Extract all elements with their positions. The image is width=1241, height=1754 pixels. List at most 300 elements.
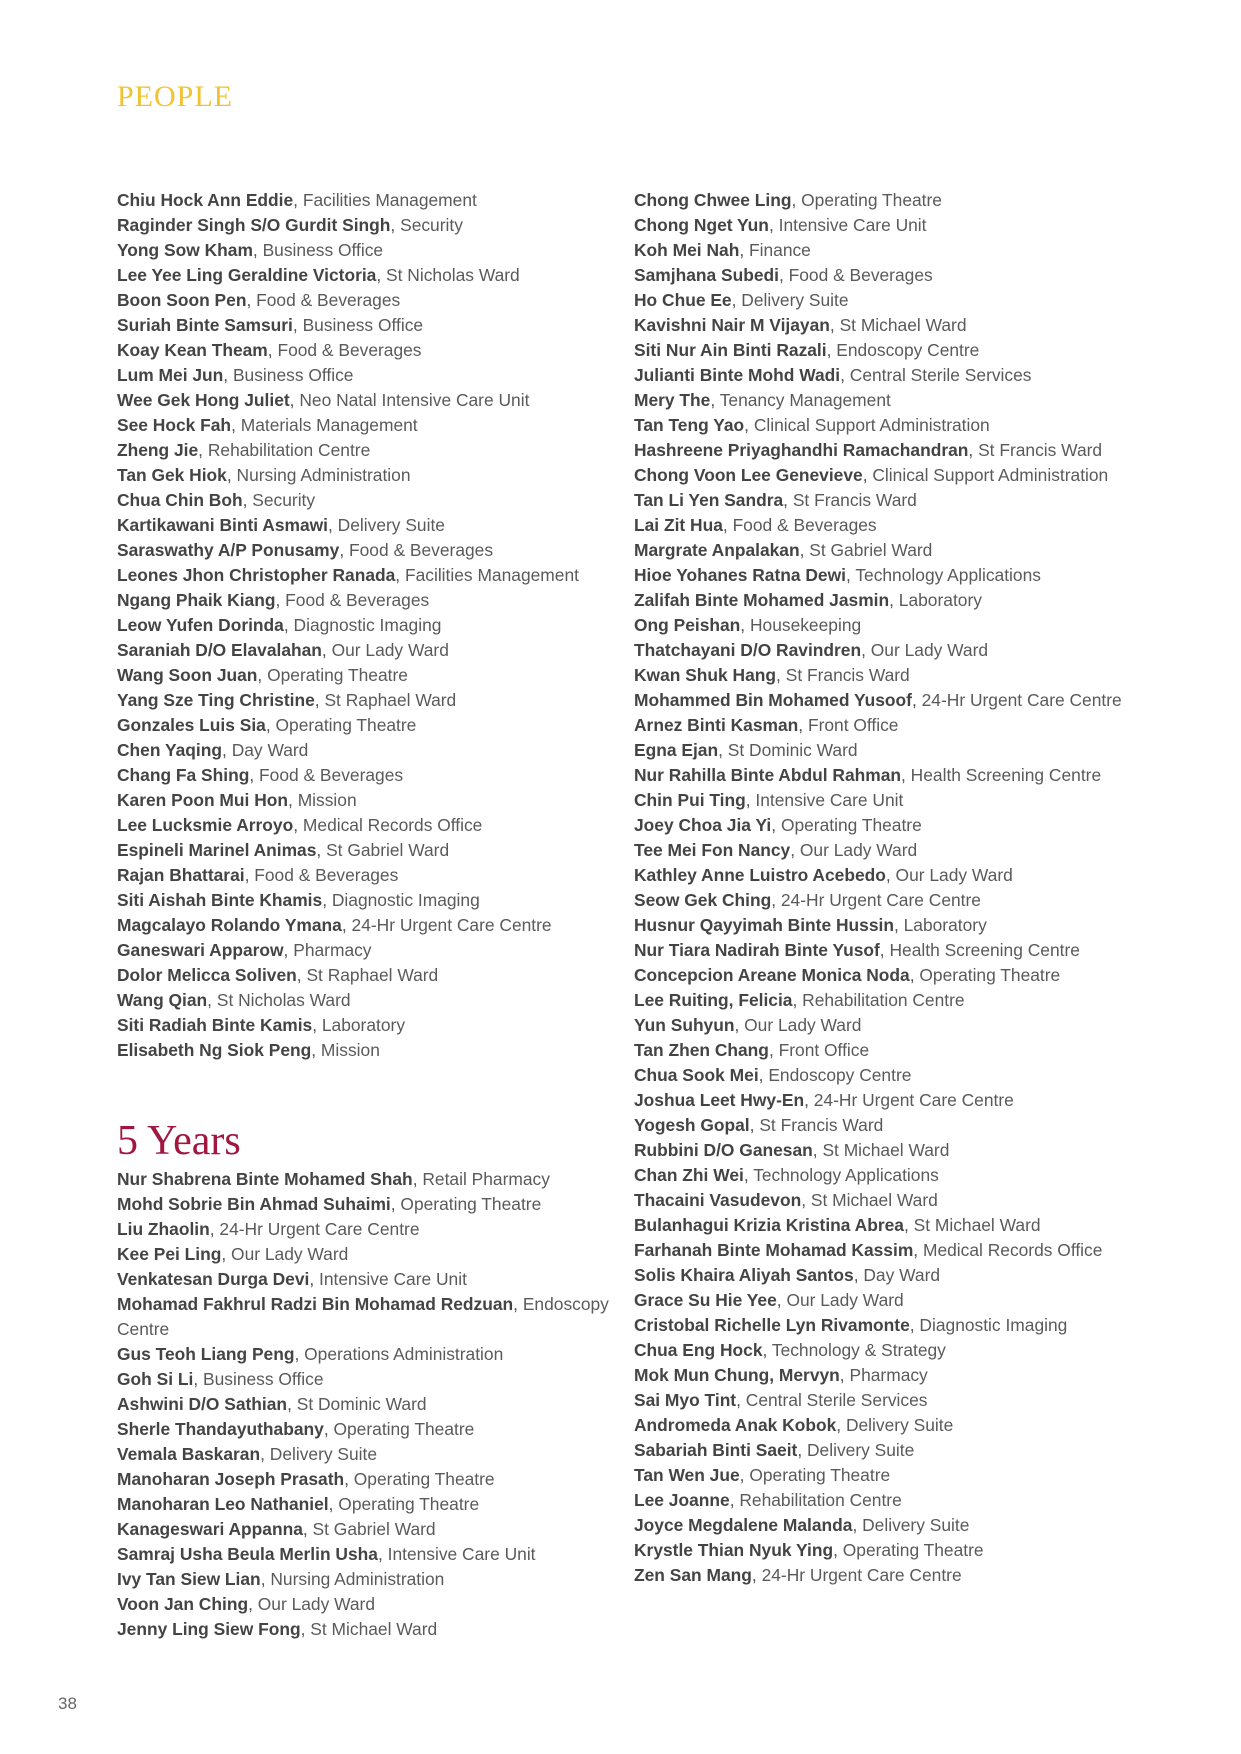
staff-department: Diagnostic Imaging	[331, 890, 480, 910]
staff-department: St Dominic Ward	[296, 1394, 427, 1414]
staff-name: Kavishni Nair M Vijayan	[634, 315, 830, 335]
staff-entry: Wee Gek Hong Juliet, Neo Natal Intensive Care Unit	[117, 390, 530, 410]
staff-name: Chua Sook Mei	[634, 1065, 759, 1085]
staff-entry: Ho Chue Ee, Delivery Suite	[634, 290, 849, 310]
staff-department: St Francis Ward	[759, 1115, 884, 1135]
staff-entry: Karen Poon Mui Hon, Mission	[117, 790, 357, 810]
staff-name: Espineli Marinel Animas	[117, 840, 317, 860]
staff-department: Our Lady Ward	[331, 640, 449, 660]
staff-name: Bulanhagui Krizia Kristina Abrea	[634, 1215, 904, 1235]
staff-department: Front Office	[807, 715, 899, 735]
staff-department: Operating Theatre	[400, 1194, 542, 1214]
staff-entry: Suriah Binte Samsuri, Business Office	[117, 315, 424, 335]
staff-name: Kwan Shuk Hang	[634, 665, 777, 685]
staff-entry: Yun Suhyun, Our Lady Ward	[634, 1015, 862, 1035]
staff-department: St Michael Ward	[310, 1619, 438, 1639]
staff-department: Facilities Management	[404, 565, 579, 585]
staff-department: St Raphael Ward	[324, 690, 457, 710]
staff-entry: Siti Radiah Binte Kamis, Laboratory	[117, 1015, 406, 1035]
staff-entry: Ganeswari Apparow, Pharmacy	[117, 940, 372, 960]
staff-name: Tan Wen Jue	[634, 1465, 740, 1485]
staff-department: Front Office	[778, 1040, 870, 1060]
staff-department: Central Sterile Services	[849, 365, 1032, 385]
staff-department: Business Office	[302, 315, 424, 335]
staff-entry: Wang Qian, St Nicholas Ward	[117, 990, 351, 1010]
staff-department: St Nicholas Ward	[386, 265, 520, 285]
staff-department: Diagnostic Imaging	[919, 1315, 1068, 1335]
staff-name: Krystle Thian Nyuk Ying	[634, 1540, 834, 1560]
staff-name: Seow Gek Ching	[634, 890, 772, 910]
staff-department: Neo Natal Intensive Care Unit	[299, 390, 530, 410]
staff-department: Mission	[297, 790, 357, 810]
staff-entry: Kanageswari Appanna, St Gabriel Ward	[117, 1519, 436, 1539]
staff-name: Lee Yee Ling Geraldine Victoria	[117, 265, 377, 285]
staff-entry: Grace Su Hie Yee, Our Lady Ward	[634, 1290, 904, 1310]
staff-entry: Andromeda Anak Kobok, Delivery Suite	[634, 1415, 954, 1435]
staff-entry: Tee Mei Fon Nancy, Our Lady Ward	[634, 840, 918, 860]
staff-name: Koh Mei Nah	[634, 240, 740, 260]
staff-entry: Siti Nur Ain Binti Razali, Endoscopy Centre	[634, 340, 980, 360]
staff-entry: Zen San Mang, 24-Hr Urgent Care Centre	[634, 1565, 962, 1585]
staff-name: Yogesh Gopal	[634, 1115, 750, 1135]
staff-name: Hashreene Priyaghandhi Ramachandran	[634, 440, 969, 460]
staff-name: Chong Voon Lee Genevieve	[634, 465, 863, 485]
staff-name: Magcalayo Rolando Ymana	[117, 915, 342, 935]
staff-department: Rehabilitation Centre	[739, 1490, 902, 1510]
staff-name: Wang Qian	[117, 990, 208, 1010]
staff-name: Leones Jhon Christopher Ranada	[117, 565, 396, 585]
staff-name: Ho Chue Ee	[634, 290, 732, 310]
section-heading-5-years: 5 Years	[117, 1118, 241, 1164]
staff-name: Vemala Baskaran	[117, 1444, 261, 1464]
staff-entry: Ngang Phaik Kiang, Food & Beverages	[117, 590, 430, 610]
staff-department: Medical Records Office	[302, 815, 483, 835]
staff-entry: Chiu Hock Ann Eddie, Facilities Management	[117, 190, 477, 210]
staff-name: Husnur Qayyimah Binte Hussin	[634, 915, 894, 935]
staff-entry: Chan Zhi Wei, Technology Applications	[634, 1165, 939, 1185]
staff-name: Nur Shabrena Binte Mohamed Shah	[117, 1169, 413, 1189]
staff-name: Lai Zit Hua	[634, 515, 723, 535]
staff-entry: Chong Nget Yun, Intensive Care Unit	[634, 215, 927, 235]
staff-department: St Michael Ward	[839, 315, 967, 335]
staff-name: Joey Choa Jia Yi	[634, 815, 772, 835]
staff-entry: Mohammed Bin Mohamed Yusoof, 24-Hr Urgent Care Centre	[634, 690, 1122, 710]
staff-department: Day Ward	[231, 740, 309, 760]
staff-entry: Seow Gek Ching, 24-Hr Urgent Care Centre	[634, 890, 981, 910]
staff-entry: Joyce Megdalene Malanda, Delivery Suite	[634, 1515, 970, 1535]
staff-entry: Chin Pui Ting, Intensive Care Unit	[634, 790, 904, 810]
staff-name: Yun Suhyun	[634, 1015, 735, 1035]
staff-entry: Chong Chwee Ling, Operating Theatre	[634, 190, 942, 210]
staff-entry: Boon Soon Pen, Food & Beverages	[117, 290, 401, 310]
staff-name: Jenny Ling Siew Fong	[117, 1619, 301, 1639]
staff-department: Intensive Care Unit	[755, 790, 904, 810]
staff-department: St Francis Ward	[785, 665, 910, 685]
staff-entry: Husnur Qayyimah Binte Hussin, Laboratory	[634, 915, 987, 935]
staff-entry: Kartikawani Binti Asmawi, Delivery Suite	[117, 515, 445, 535]
staff-name: Boon Soon Pen	[117, 290, 247, 310]
staff-name: Chiu Hock Ann Eddie	[117, 190, 294, 210]
staff-entry: Yogesh Gopal, St Francis Ward	[634, 1115, 884, 1135]
staff-entry: Joshua Leet Hwy-En, 24-Hr Urgent Care Centre	[634, 1090, 1014, 1110]
staff-department: Food & Beverages	[277, 340, 422, 360]
staff-entry: Saraniah D/O Elavalahan, Our Lady Ward	[117, 640, 449, 660]
staff-department: Operating Theatre	[333, 1419, 475, 1439]
staff-name: Tan Zhen Chang	[634, 1040, 769, 1060]
staff-name: Liu Zhaolin	[117, 1219, 210, 1239]
staff-entry: Tan Zhen Chang, Front Office	[634, 1040, 870, 1060]
staff-name: Siti Nur Ain Binti Razali	[634, 340, 827, 360]
staff-department: Our Lady Ward	[895, 865, 1013, 885]
staff-name: Gus Teoh Liang Peng	[117, 1344, 295, 1364]
staff-entry: Lee Ruiting, Felicia, Rehabilitation Centre	[634, 990, 965, 1010]
staff-department: Day Ward	[863, 1265, 941, 1285]
staff-department: Operating Theatre	[353, 1469, 495, 1489]
staff-name: Samjhana Subedi	[634, 265, 779, 285]
staff-department: St Michael Ward	[822, 1140, 950, 1160]
staff-entry: Zheng Jie, Rehabilitation Centre	[117, 440, 371, 460]
staff-entry: Samjhana Subedi, Food & Beverages	[634, 265, 933, 285]
staff-name: Chen Yaqing	[117, 740, 223, 760]
staff-name: Margrate Anpalakan	[634, 540, 800, 560]
staff-entry: Mery The, Tenancy Management	[634, 390, 891, 410]
staff-department: Laboratory	[321, 1015, 406, 1035]
staff-entry: Wang Soon Juan, Operating Theatre	[117, 665, 408, 685]
staff-department: Delivery Suite	[269, 1444, 378, 1464]
staff-entry: Nur Shabrena Binte Mohamed Shah, Retail Pharmacy	[117, 1169, 550, 1189]
staff-name: Lee Joanne	[634, 1490, 730, 1510]
staff-entry: Thacaini Vasudevon, St Michael Ward	[634, 1190, 938, 1210]
staff-name: Egna Ejan	[634, 740, 719, 760]
staff-department: Delivery Suite	[741, 290, 849, 310]
staff-name: Mohammed Bin Mohamed Yusoof	[634, 690, 912, 710]
staff-name: Joyce Megdalene Malanda	[634, 1515, 853, 1535]
staff-department: 24-Hr Urgent Care Centre	[780, 890, 981, 910]
staff-name: Yang Sze Ting Christine	[117, 690, 315, 710]
staff-department: Food & Beverages	[348, 540, 494, 560]
staff-department: St Francis Ward	[792, 490, 917, 510]
staff-department: Operating Theatre	[338, 1494, 480, 1514]
staff-entry: Vemala Baskaran, Delivery Suite	[117, 1444, 378, 1464]
staff-name: Lee Ruiting, Felicia	[634, 990, 793, 1010]
staff-department: Food & Beverages	[256, 290, 401, 310]
staff-name: Yong Sow Kham	[117, 240, 253, 260]
staff-department: Central Sterile Services	[745, 1390, 928, 1410]
staff-department: Finance	[748, 240, 811, 260]
staff-department: St Raphael Ward	[306, 965, 439, 985]
staff-entry: Yang Sze Ting Christine, St Raphael Ward	[117, 690, 457, 710]
staff-department: Diagnostic Imaging	[293, 615, 442, 635]
staff-department: 24-Hr Urgent Care Centre	[351, 915, 552, 935]
staff-name: Joshua Leet Hwy-En	[634, 1090, 805, 1110]
staff-department: Food & Beverages	[259, 765, 404, 785]
staff-name: Samraj Usha Beula Merlin Usha	[117, 1544, 378, 1564]
staff-name: Rubbini D/O Ganesan	[634, 1140, 813, 1160]
staff-department: Tenancy Management	[719, 390, 891, 410]
staff-entry: Krystle Thian Nyuk Ying, Operating Theatre	[634, 1540, 984, 1560]
staff-entry: Koh Mei Nah, Finance	[634, 240, 811, 260]
staff-entry: Margrate Anpalakan, St Gabriel Ward	[634, 540, 933, 560]
staff-entry: Ong Peishan, Housekeeping	[634, 615, 862, 635]
staff-department: Rehabilitation Centre	[207, 440, 371, 460]
staff-department: Mission	[320, 1040, 380, 1060]
staff-department: Materials Management	[240, 415, 418, 435]
staff-department: Delivery Suite	[862, 1515, 970, 1535]
staff-department: Operating Theatre	[749, 1465, 891, 1485]
staff-entry: Manoharan Joseph Prasath, Operating Theatre	[117, 1469, 495, 1489]
staff-entry: Kee Pei Ling, Our Lady Ward	[117, 1244, 349, 1264]
staff-entry: Chen Yaqing, Day Ward	[117, 740, 309, 760]
staff-entry: Chua Chin Boh, Security	[117, 490, 316, 510]
staff-entry: Venkatesan Durga Devi, Intensive Care Unit	[117, 1269, 467, 1289]
staff-entry: Kavishni Nair M Vijayan, St Michael Ward	[634, 315, 967, 335]
staff-department: St Michael Ward	[810, 1190, 938, 1210]
staff-department: 24-Hr Urgent Care Centre	[761, 1565, 962, 1585]
staff-name: Tee Mei Fon Nancy	[634, 840, 791, 860]
right-column	[634, 188, 1154, 1588]
staff-entry: See Hock Fah, Materials Management	[117, 415, 418, 435]
staff-name: Concepcion Areane Monica Noda	[634, 965, 910, 985]
staff-department: Our Lady Ward	[786, 1290, 904, 1310]
staff-department: Technology & Strategy	[771, 1340, 946, 1360]
staff-name: Mery The	[634, 390, 711, 410]
staff-entry: Gus Teoh Liang Peng, Operations Administration	[117, 1344, 504, 1364]
staff-entry: Sabariah Binti Saeit, Delivery Suite	[634, 1440, 915, 1460]
staff-department: Nursing Administration	[236, 465, 411, 485]
staff-department: Delivery Suite	[807, 1440, 915, 1460]
staff-name: Elisabeth Ng Siok Peng	[117, 1040, 312, 1060]
staff-entry: Sherle Thandayuthabany, Operating Theatre	[117, 1419, 475, 1439]
staff-name: Ivy Tan Siew Lian	[117, 1569, 261, 1589]
staff-department: Technology Applications	[753, 1165, 939, 1185]
staff-name: Ngang Phaik Kiang	[117, 590, 276, 610]
staff-name: Ashwini D/O Sathian	[117, 1394, 288, 1414]
staff-name: Manoharan Leo Nathaniel	[117, 1494, 329, 1514]
staff-department: St Nicholas Ward	[216, 990, 351, 1010]
staff-name: Gonzales Luis Sia	[117, 715, 266, 735]
staff-entry: Lum Mei Jun, Business Office	[117, 365, 354, 385]
staff-department: Health Screening Centre	[889, 940, 1080, 960]
staff-entry: Ashwini D/O Sathian, St Dominic Ward	[117, 1394, 427, 1414]
staff-name: Wee Gek Hong Juliet	[117, 390, 290, 410]
staff-name: Dolor Melicca Soliven	[117, 965, 297, 985]
staff-entry: Solis Khaira Aliyah Santos, Day Ward	[634, 1265, 941, 1285]
staff-name: Farhanah Binte Mohamad Kassim	[634, 1240, 914, 1260]
staff-department: Rehabilitation Centre	[802, 990, 965, 1010]
staff-entry: Chua Sook Mei, Endoscopy Centre	[634, 1065, 912, 1085]
staff-list-5-years	[117, 1167, 617, 1642]
staff-department: Food & Beverages	[732, 515, 877, 535]
staff-department: Food & Beverages	[254, 865, 399, 885]
staff-department: Our Lady Ward	[799, 840, 918, 860]
staff-department: 24-Hr Urgent Care Centre	[813, 1090, 1014, 1110]
staff-entry: Mohd Sobrie Bin Ahmad Suhaimi, Operating Theatre	[117, 1194, 542, 1214]
staff-department: Clinical Support Administration	[872, 465, 1109, 485]
staff-department: Laboratory	[903, 915, 987, 935]
staff-entry: Zalifah Binte Mohamed Jasmin, Laboratory	[634, 590, 982, 610]
staff-entry: Manoharan Leo Nathaniel, Operating Theatre	[117, 1494, 480, 1514]
staff-department: Delivery Suite	[845, 1415, 954, 1435]
staff-name: Kanageswari Appanna	[117, 1519, 303, 1539]
staff-department: Nursing Administration	[270, 1569, 445, 1589]
staff-department: Operating Theatre	[275, 715, 417, 735]
staff-department: Food & Beverages	[285, 590, 430, 610]
staff-name: Voon Jan Ching	[117, 1594, 249, 1614]
staff-name: Sherle Thandayuthabany	[117, 1419, 324, 1439]
staff-entry: Joey Choa Jia Yi, Operating Theatre	[634, 815, 922, 835]
staff-entry: Jenny Ling Siew Fong, St Michael Ward	[117, 1619, 438, 1639]
staff-name: Kathley Anne Luistro Acebedo	[634, 865, 886, 885]
staff-entry: Lee Joanne, Rehabilitation Centre	[634, 1490, 902, 1510]
staff-name: Grace Su Hie Yee	[634, 1290, 777, 1310]
staff-list-right	[634, 188, 1154, 1588]
staff-entry: Hioe Yohanes Ratna Dewi, Technology Applications	[634, 565, 1041, 585]
staff-entry: Thatchayani D/O Ravindren, Our Lady Ward	[634, 640, 989, 660]
staff-department: Retail Pharmacy	[422, 1169, 550, 1189]
staff-name: Tan Gek Hiok	[117, 465, 227, 485]
staff-entry: Saraswathy A/P Ponusamy, Food & Beverages	[117, 540, 494, 560]
staff-department: Operating Theatre	[801, 190, 942, 210]
staff-name: Zheng Jie	[117, 440, 199, 460]
staff-entry: Goh Si Li, Business Office	[117, 1369, 324, 1389]
staff-name: Chong Nget Yun	[634, 215, 769, 235]
staff-entry: Elisabeth Ng Siok Peng, Mission	[117, 1040, 380, 1060]
staff-entry: Tan Li Yen Sandra, St Francis Ward	[634, 490, 917, 510]
staff-department: Security	[400, 215, 463, 235]
staff-department: St Dominic Ward	[727, 740, 858, 760]
staff-entry: Yong Sow Kham, Business Office	[117, 240, 384, 260]
staff-department: St Francis Ward	[978, 440, 1103, 460]
staff-name: See Hock Fah	[117, 415, 232, 435]
staff-name: Ong Peishan	[634, 615, 741, 635]
staff-entry: Chang Fa Shing, Food & Beverages	[117, 765, 404, 785]
staff-department: Laboratory	[898, 590, 982, 610]
staff-department: Intensive Care Unit	[387, 1544, 536, 1564]
staff-name: Chong Chwee Ling	[634, 190, 792, 210]
staff-entry: Kathley Anne Luistro Acebedo, Our Lady Ward	[634, 865, 1013, 885]
staff-entry: Raginder Singh S/O Gurdit Singh, Security	[117, 215, 463, 235]
staff-department: Pharmacy	[293, 940, 372, 960]
staff-department: Delivery Suite	[337, 515, 445, 535]
staff-entry: Lee Yee Ling Geraldine Victoria, St Nicholas Ward	[117, 265, 520, 285]
staff-name: Raginder Singh S/O Gurdit Singh	[117, 215, 391, 235]
staff-entry: Hashreene Priyaghandhi Ramachandran, St Francis Ward	[634, 440, 1103, 460]
staff-department: Food & Beverages	[788, 265, 933, 285]
staff-department: Housekeeping	[749, 615, 862, 635]
staff-name: Chin Pui Ting	[634, 790, 746, 810]
staff-name: Chua Eng Hock	[634, 1340, 763, 1360]
staff-name: Tan Teng Yao	[634, 415, 745, 435]
staff-department: Endoscopy Centre	[768, 1065, 912, 1085]
staff-entry: Farhanah Binte Mohamad Kassim, Medical Records Office	[634, 1240, 1103, 1260]
staff-entry: Magcalayo Rolando Ymana, 24-Hr Urgent Care Centre	[117, 915, 552, 935]
staff-entry: Mohamad Fakhrul Radzi Bin Mohamad Redzuan, Endoscopy Centre	[117, 1294, 609, 1339]
staff-department: 24-Hr Urgent Care Centre	[219, 1219, 420, 1239]
staff-department: Operations Administration	[304, 1344, 504, 1364]
staff-name: Saraniah D/O Elavalahan	[117, 640, 322, 660]
staff-entry: Koay Kean Theam, Food & Beverages	[117, 340, 422, 360]
staff-name: Thacaini Vasudevon	[634, 1190, 802, 1210]
staff-name: Lum Mei Jun	[117, 365, 224, 385]
staff-entry: Espineli Marinel Animas, St Gabriel Ward	[117, 840, 450, 860]
staff-department: Endoscopy Centre	[117, 1294, 609, 1339]
left-column	[117, 188, 617, 1642]
staff-entry: Arnez Binti Kasman, Front Office	[634, 715, 899, 735]
staff-department: St Michael Ward	[913, 1215, 1041, 1235]
staff-name: Leow Yufen Dorinda	[117, 615, 284, 635]
staff-department: Operating Theatre	[267, 665, 408, 685]
staff-entry: Nur Tiara Nadirah Binte Yusof, Health Screening Centre	[634, 940, 1080, 960]
staff-entry: Rajan Bhattarai, Food & Beverages	[117, 865, 399, 885]
staff-entry: Bulanhagui Krizia Kristina Abrea, St Michael Ward	[634, 1215, 1041, 1235]
staff-department: Endoscopy Centre	[836, 340, 980, 360]
staff-department: Intensive Care Unit	[778, 215, 927, 235]
staff-name: Zen San Mang	[634, 1565, 752, 1585]
staff-name: Mok Mun Chung, Mervyn	[634, 1365, 840, 1385]
staff-department: Our Lady Ward	[744, 1015, 862, 1035]
staff-name: Arnez Binti Kasman	[634, 715, 799, 735]
staff-name: Goh Si Li	[117, 1369, 194, 1389]
staff-name: Tan Li Yen Sandra	[634, 490, 784, 510]
staff-name: Siti Aishah Binte Khamis	[117, 890, 323, 910]
staff-entry: Voon Jan Ching, Our Lady Ward	[117, 1594, 376, 1614]
staff-name: Nur Tiara Nadirah Binte Yusof	[634, 940, 880, 960]
staff-department: Medical Records Office	[922, 1240, 1103, 1260]
staff-department: Business Office	[262, 240, 384, 260]
staff-department: St Gabriel Ward	[312, 1519, 436, 1539]
staff-name: Wang Soon Juan	[117, 665, 258, 685]
staff-name: Julianti Binte Mohd Wadi	[634, 365, 841, 385]
page-number: 38	[58, 1694, 77, 1713]
staff-name: Manoharan Joseph Prasath	[117, 1469, 345, 1489]
staff-name: Andromeda Anak Kobok	[634, 1415, 837, 1435]
staff-name: Kartikawani Binti Asmawi	[117, 515, 328, 535]
staff-department: Pharmacy	[849, 1365, 928, 1385]
staff-department: Business Office	[203, 1369, 324, 1389]
staff-entry: Gonzales Luis Sia, Operating Theatre	[117, 715, 417, 735]
staff-name: Siti Radiah Binte Kamis	[117, 1015, 313, 1035]
staff-entry: Kwan Shuk Hang, St Francis Ward	[634, 665, 910, 685]
staff-entry: Liu Zhaolin, 24-Hr Urgent Care Centre	[117, 1219, 420, 1239]
staff-name: Zalifah Binte Mohamed Jasmin	[634, 590, 890, 610]
staff-department: Our Lady Ward	[257, 1594, 376, 1614]
staff-department: Facilities Management	[302, 190, 477, 210]
staff-department: St Gabriel Ward	[809, 540, 933, 560]
staff-name: Ganeswari Apparow	[117, 940, 284, 960]
staff-department: Clinical Support Administration	[753, 415, 990, 435]
staff-entry: Rubbini D/O Ganesan, St Michael Ward	[634, 1140, 950, 1160]
staff-department: Our Lady Ward	[231, 1244, 349, 1264]
staff-entry: Nur Rahilla Binte Abdul Rahman, Health Screening Centre	[634, 765, 1102, 785]
staff-entry: Julianti Binte Mohd Wadi, Central Sterile Services	[634, 365, 1032, 385]
staff-department: Operating Theatre	[842, 1540, 984, 1560]
staff-name: Mohamad Fakhrul Radzi Bin Mohamad Redzuan	[117, 1294, 514, 1314]
staff-entry: Siti Aishah Binte Khamis, Diagnostic Imaging	[117, 890, 480, 910]
staff-department: Health Screening Centre	[910, 765, 1102, 785]
page-header-title: PEOPLE	[117, 80, 234, 113]
staff-entry: Lai Zit Hua, Food & Beverages	[634, 515, 877, 535]
staff-department: Our Lady Ward	[870, 640, 989, 660]
staff-entry: Tan Teng Yao, Clinical Support Administration	[634, 415, 990, 435]
staff-name: Mohd Sobrie Bin Ahmad Suhaimi	[117, 1194, 391, 1214]
staff-name: Hioe Yohanes Ratna Dewi	[634, 565, 846, 585]
staff-department: Security	[252, 490, 316, 510]
staff-entry: Tan Wen Jue, Operating Theatre	[634, 1465, 891, 1485]
staff-department: Technology Applications	[855, 565, 1041, 585]
staff-entry: Egna Ejan, St Dominic Ward	[634, 740, 858, 760]
staff-name: Suriah Binte Samsuri	[117, 315, 293, 335]
staff-entry: Cristobal Richelle Lyn Rivamonte, Diagnostic Imaging	[634, 1315, 1068, 1335]
